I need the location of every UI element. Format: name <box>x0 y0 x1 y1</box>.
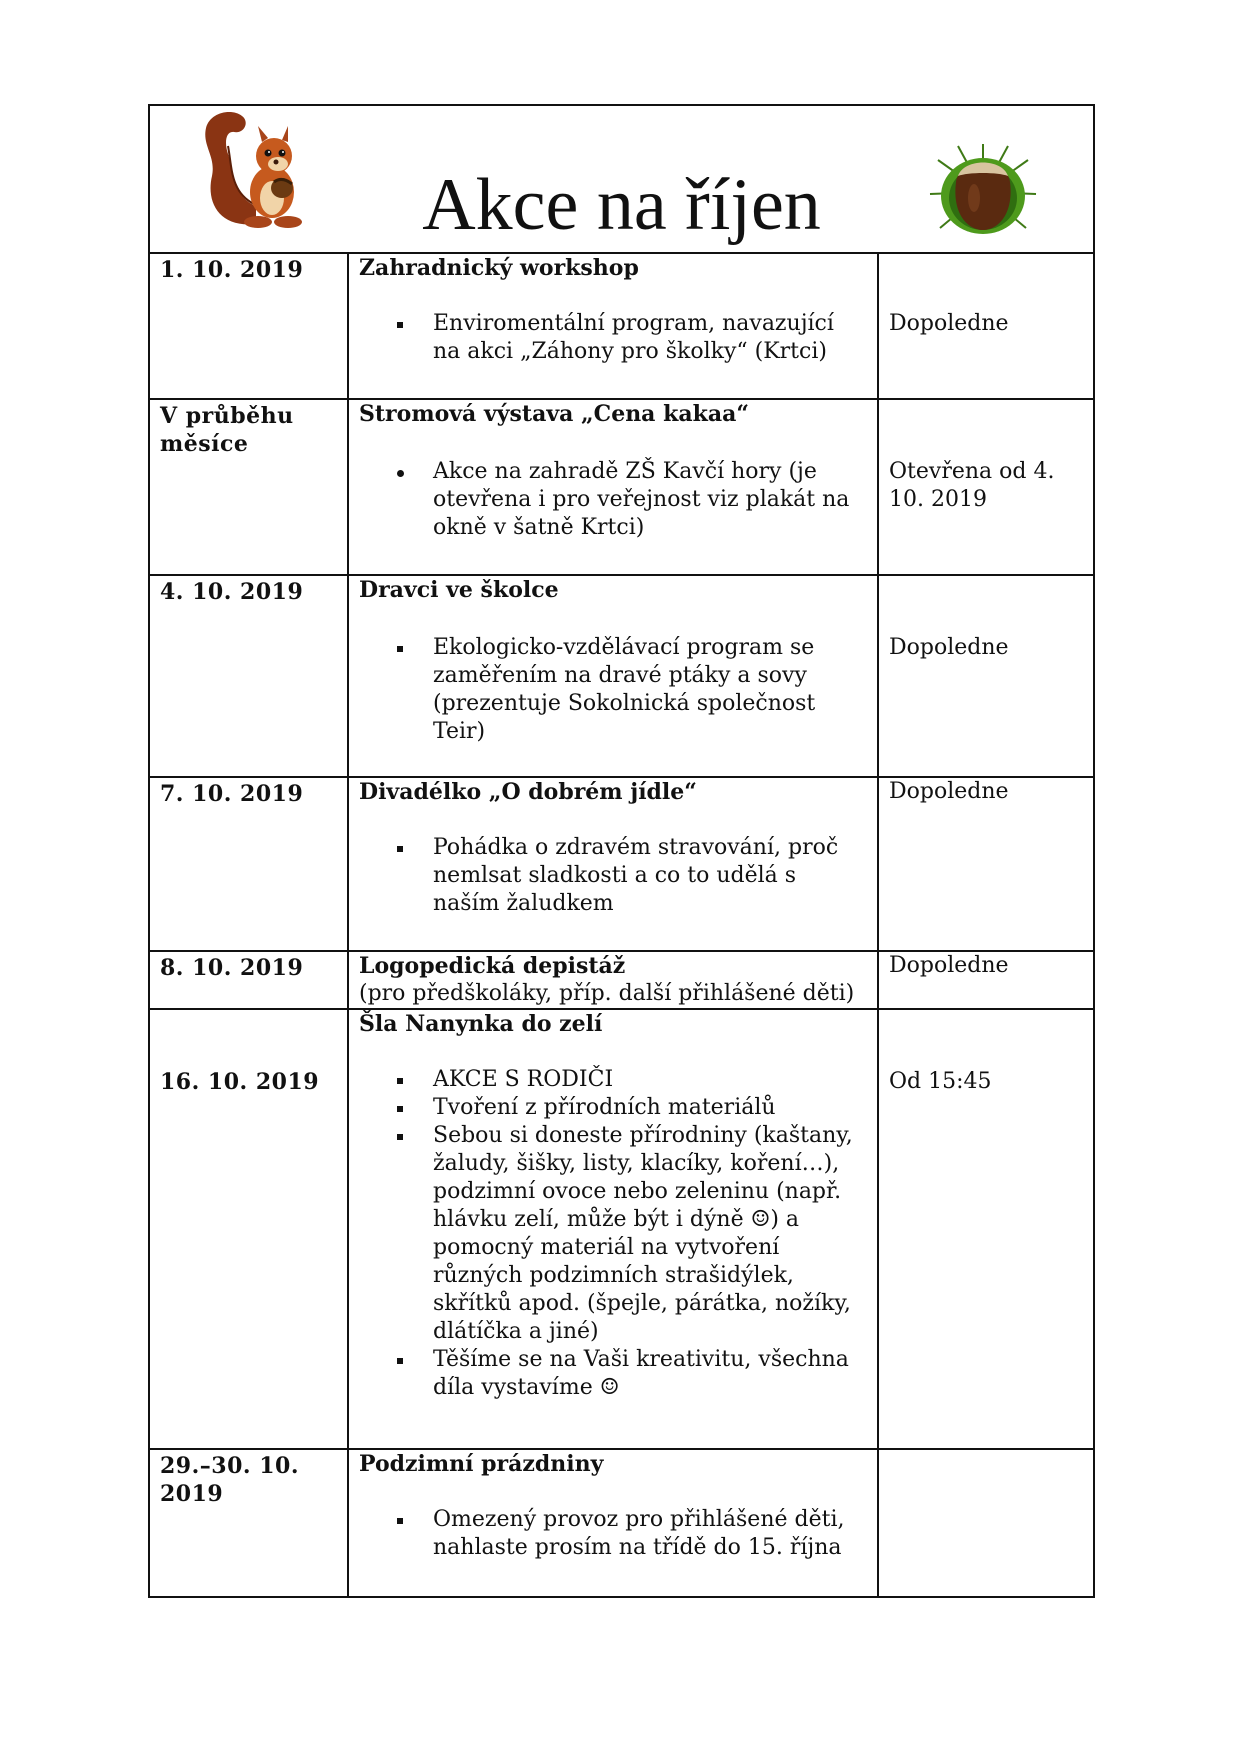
chestnut-icon <box>928 142 1038 242</box>
list-item: Těšíme se na Vaši kreativitu, všechna díla vystavíme ☺ <box>433 1346 867 1402</box>
bullet-list <box>359 458 867 542</box>
event-details <box>349 576 879 776</box>
table-row <box>150 400 1093 576</box>
list-item: Ekologicko-vzdělávací program se zaměřením na dravé ptáky a sovy (prezentuje Sokolnická společnost Teir) <box>433 634 867 746</box>
bullet-list <box>359 1066 867 1402</box>
event-title: Logopedická depistáž <box>359 953 626 979</box>
table-row <box>150 778 1093 952</box>
event-title: Podzimní prázdniny <box>359 1451 604 1477</box>
table-row <box>150 254 1093 400</box>
table-header <box>150 106 1093 254</box>
table-row <box>150 1450 1093 1596</box>
event-date: 8. 10. 2019 <box>150 952 349 1008</box>
bullet-list <box>359 834 867 918</box>
event-date: 7. 10. 2019 <box>150 778 349 950</box>
event-details <box>349 1450 879 1596</box>
event-date: V průběhu měsíce <box>150 400 349 574</box>
list-item: Akce na zahradě ZŠ Kavčí hory (je otevřena i pro veřejnost viz plakát na okně v šatně Krtci) <box>433 458 867 542</box>
event-time <box>879 1450 1093 1596</box>
event-time: Dopoledne <box>889 635 1009 660</box>
event-date: 1. 10. 2019 <box>150 254 349 398</box>
event-details <box>349 952 879 1008</box>
event-subtitle: (pro předškoláky, příp. další přihlášené děti) <box>359 981 855 1006</box>
event-title: Dravci ve školce <box>359 577 559 603</box>
event-time: Dopoledne <box>889 779 1009 804</box>
event-title: Stromová výstava „Cena kakaa“ <box>359 401 750 427</box>
event-details <box>349 254 879 398</box>
bullet-list <box>359 1506 867 1562</box>
list-item: Sebou si doneste přírodniny (kaštany, žaludy, šišky, listy, klacíky, koření…), podzimní ovoce nebo zeleninu (např. hlávku zelí, může být i dýně ☺) a pomocný materiál na vytvoření různých podzimních strašidýlek, skřítků apod. (špejle, párátka, nožíky, dlátíčka a jiné) <box>433 1122 867 1346</box>
event-details <box>349 400 879 574</box>
list-item: Pohádka o zdravém stravování, proč nemlsat sladkosti a co to udělá s naším žaludkem <box>433 834 867 918</box>
page-title: Akce na říjen <box>422 164 821 246</box>
event-table <box>148 104 1095 1598</box>
table-row <box>150 1010 1093 1450</box>
event-date: 4. 10. 2019 <box>150 576 349 776</box>
list-item: Enviromentální program, navazující na akci „Záhony pro školky“ (Krtci) <box>433 310 867 366</box>
event-date: 16. 10. 2019 <box>150 1010 349 1448</box>
list-item: Omezený provoz pro přihlášené děti, nahlaste prosím na třídě do 15. října <box>433 1506 867 1562</box>
list-item: Tvoření z přírodních materiálů <box>433 1094 867 1122</box>
event-title: Šla Nanynka do zelí <box>359 1011 603 1037</box>
event-time: Dopoledne <box>889 311 1009 336</box>
event-title: Divadélko „O dobrém jídle“ <box>359 779 697 805</box>
event-details <box>349 778 879 950</box>
event-time: Dopoledne <box>889 953 1009 978</box>
event-time: Od 15:45 <box>889 1069 992 1094</box>
table-row <box>150 952 1093 1010</box>
event-time: Otevřena od 4. 10. 2019 <box>889 459 1055 512</box>
bullet-list <box>359 634 867 746</box>
event-title: Zahradnický workshop <box>359 255 639 281</box>
event-date: 29.–30. 10. 2019 <box>150 1450 349 1596</box>
bullet-list <box>359 310 867 366</box>
event-details <box>349 1010 879 1448</box>
table-row <box>150 576 1093 778</box>
list-item: AKCE S RODIČI <box>433 1066 867 1094</box>
